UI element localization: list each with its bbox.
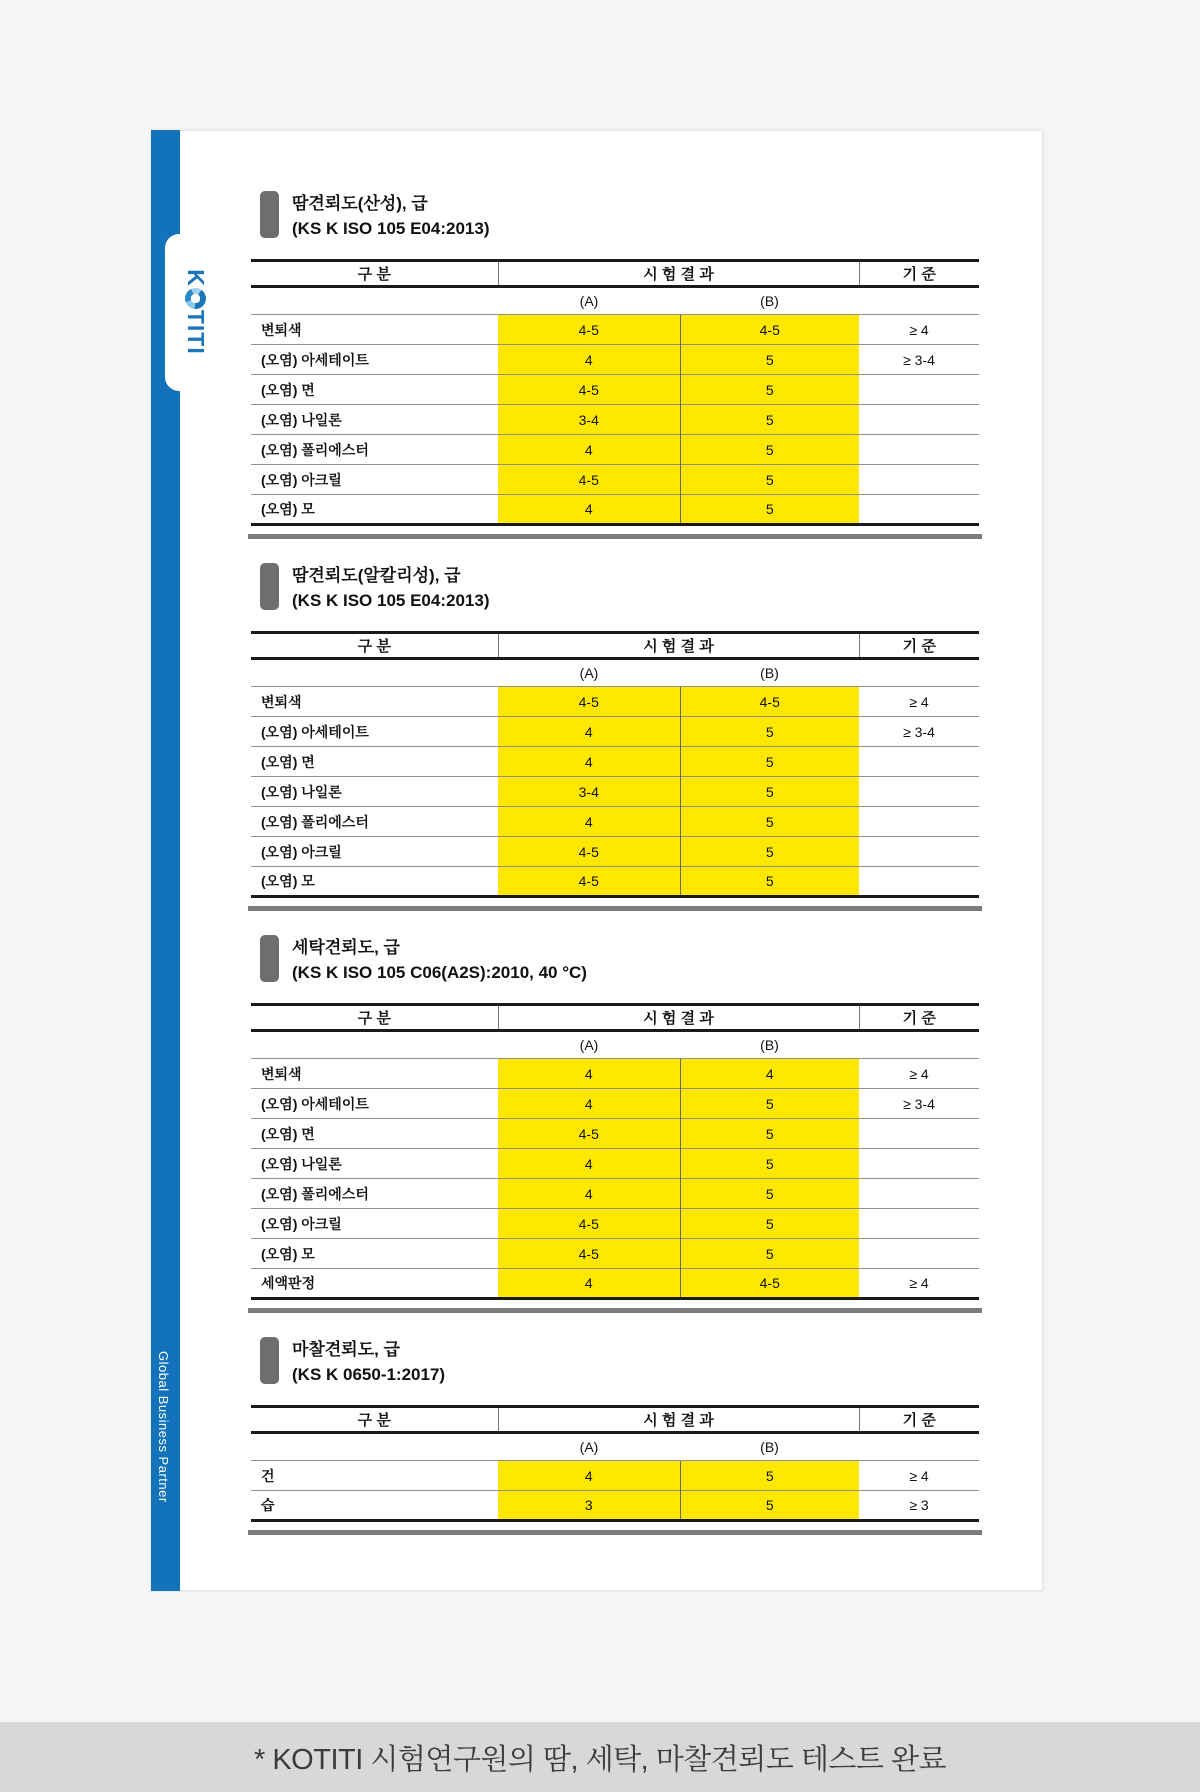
column-header-result: 시 험 결 과 bbox=[498, 1005, 859, 1031]
criteria-cell: ≥ 4 bbox=[859, 687, 979, 717]
subheader-b: (B) bbox=[760, 293, 779, 309]
result-a-cell: 4 bbox=[498, 495, 680, 525]
section-header bbox=[251, 563, 979, 613]
subheader-a: (A) bbox=[579, 1037, 599, 1053]
subheader-spacer bbox=[251, 1433, 498, 1461]
criteria-cell: ≥ 3-4 bbox=[859, 345, 979, 375]
section-titles bbox=[292, 191, 489, 241]
fastness-section bbox=[251, 1337, 979, 1535]
report-page bbox=[151, 130, 1043, 1591]
result-b-cell: 5 bbox=[680, 837, 859, 867]
criteria-cell bbox=[859, 867, 979, 897]
row-label: (오염) 아크릴 bbox=[251, 1209, 498, 1239]
table-row bbox=[251, 405, 979, 435]
subheader-b: (B) bbox=[760, 1439, 779, 1455]
criteria-cell bbox=[859, 1209, 979, 1239]
section-divider bbox=[248, 1308, 982, 1313]
result-a-cell: 4-5 bbox=[498, 837, 680, 867]
result-b-cell: 5 bbox=[680, 807, 859, 837]
section-divider bbox=[248, 906, 982, 911]
section-marker-icon bbox=[260, 563, 279, 610]
table-row bbox=[251, 747, 979, 777]
result-b-cell: 5 bbox=[680, 465, 859, 495]
row-label: (오염) 모 bbox=[251, 495, 498, 525]
section-standard: (KS K ISO 105 E04:2013) bbox=[292, 591, 490, 610]
criteria-cell bbox=[859, 1119, 979, 1149]
section-divider bbox=[248, 534, 982, 539]
row-label: (오염) 폴리에스터 bbox=[251, 807, 498, 837]
table-row bbox=[251, 465, 979, 495]
table-row bbox=[251, 375, 979, 405]
table-row bbox=[251, 807, 979, 837]
result-a-cell: 4 bbox=[498, 435, 680, 465]
section-titles bbox=[292, 563, 489, 613]
result-a-cell: 4 bbox=[498, 747, 680, 777]
subheader-spacer bbox=[251, 1031, 498, 1059]
row-label: (오염) 나일론 bbox=[251, 777, 498, 807]
sidebar-caption: Global Business Partner bbox=[156, 1351, 171, 1503]
result-b-cell: 5 bbox=[680, 1119, 859, 1149]
result-a-cell: 4 bbox=[498, 1089, 680, 1119]
row-label: 세액판정 bbox=[251, 1269, 498, 1299]
table-row bbox=[251, 345, 979, 375]
criteria-cell bbox=[859, 375, 979, 405]
table-row bbox=[251, 687, 979, 717]
criteria-cell bbox=[859, 465, 979, 495]
result-a-cell: 4-5 bbox=[498, 687, 680, 717]
row-label: (오염) 면 bbox=[251, 1119, 498, 1149]
table-row bbox=[251, 867, 979, 897]
table-row bbox=[251, 1491, 979, 1521]
table-subheader-row bbox=[251, 287, 979, 315]
logo-aperture-o-icon bbox=[186, 288, 207, 309]
result-a-cell: 4-5 bbox=[498, 1119, 680, 1149]
criteria-cell bbox=[859, 807, 979, 837]
subheader-spacer bbox=[859, 287, 979, 315]
fastness-section bbox=[251, 935, 979, 1313]
subheader-spacer bbox=[251, 659, 498, 687]
row-label: (오염) 폴리에스터 bbox=[251, 1179, 498, 1209]
table-header-row bbox=[251, 633, 979, 659]
column-header-criteria: 기 준 bbox=[859, 633, 979, 659]
section-title: 세탁견뢰도, 급 bbox=[292, 938, 400, 957]
column-header-category: 구 분 bbox=[251, 261, 498, 287]
result-a-cell: 4 bbox=[498, 1461, 680, 1491]
result-b-cell: 5 bbox=[680, 747, 859, 777]
criteria-cell bbox=[859, 747, 979, 777]
table-row bbox=[251, 1269, 979, 1299]
row-label: (오염) 모 bbox=[251, 867, 498, 897]
criteria-cell bbox=[859, 837, 979, 867]
fastness-section bbox=[251, 191, 979, 539]
result-b-cell: 5 bbox=[680, 1089, 859, 1119]
result-b-cell: 4-5 bbox=[680, 315, 859, 345]
column-header-criteria: 기 준 bbox=[859, 261, 979, 287]
subheader-a: (A) bbox=[579, 1439, 599, 1455]
row-label: (오염) 나일론 bbox=[251, 405, 498, 435]
logo-text-k: K bbox=[183, 269, 210, 287]
table-row bbox=[251, 1209, 979, 1239]
column-header-criteria: 기 준 bbox=[859, 1005, 979, 1031]
result-a-cell: 4 bbox=[498, 1059, 680, 1089]
result-b-cell: 4-5 bbox=[680, 1269, 859, 1299]
section-standard: (KS K ISO 105 E04:2013) bbox=[292, 219, 490, 238]
result-b-cell: 5 bbox=[680, 495, 859, 525]
criteria-cell bbox=[859, 435, 979, 465]
column-header-category: 구 분 bbox=[251, 1407, 498, 1433]
result-b-cell: 4-5 bbox=[680, 687, 859, 717]
result-a-cell: 4-5 bbox=[498, 375, 680, 405]
result-b-cell: 5 bbox=[680, 777, 859, 807]
section-marker-icon bbox=[260, 935, 279, 982]
result-a-cell: 4 bbox=[498, 717, 680, 747]
table-row bbox=[251, 837, 979, 867]
section-titles bbox=[292, 935, 587, 985]
row-label: (오염) 아세테이트 bbox=[251, 345, 498, 375]
table-row bbox=[251, 1179, 979, 1209]
result-a-cell: 4-5 bbox=[498, 315, 680, 345]
result-b-cell: 5 bbox=[680, 435, 859, 465]
result-a-cell: 4-5 bbox=[498, 465, 680, 495]
criteria-cell: ≥ 3 bbox=[859, 1491, 979, 1521]
subheader-spacer bbox=[859, 1433, 979, 1461]
table-header-row bbox=[251, 1407, 979, 1433]
table-row bbox=[251, 1119, 979, 1149]
result-a-cell: 3-4 bbox=[498, 777, 680, 807]
criteria-cell: ≥ 4 bbox=[859, 1461, 979, 1491]
criteria-cell: ≥ 4 bbox=[859, 1059, 979, 1089]
table-row bbox=[251, 777, 979, 807]
section-marker-icon bbox=[260, 1337, 279, 1384]
results-table bbox=[251, 259, 979, 526]
result-b-cell: 5 bbox=[680, 717, 859, 747]
table-row bbox=[251, 315, 979, 345]
result-b-cell: 5 bbox=[680, 345, 859, 375]
result-b-cell: 5 bbox=[680, 1239, 859, 1269]
table-header-row bbox=[251, 261, 979, 287]
section-header bbox=[251, 191, 979, 241]
logo-text-titi: TITI bbox=[183, 309, 210, 355]
subheader-spacer bbox=[859, 1031, 979, 1059]
result-b-cell: 5 bbox=[680, 1491, 859, 1521]
row-label: 변퇴색 bbox=[251, 687, 498, 717]
row-label: (오염) 면 bbox=[251, 375, 498, 405]
row-label: (오염) 폴리에스터 bbox=[251, 435, 498, 465]
result-a-cell: 4 bbox=[498, 1179, 680, 1209]
results-table bbox=[251, 631, 979, 898]
result-a-cell: 4 bbox=[498, 345, 680, 375]
row-label: 건 bbox=[251, 1461, 498, 1491]
table-row bbox=[251, 435, 979, 465]
table-row bbox=[251, 1461, 979, 1491]
row-label: (오염) 아세테이트 bbox=[251, 717, 498, 747]
row-label: (오염) 나일론 bbox=[251, 1149, 498, 1179]
criteria-cell bbox=[859, 405, 979, 435]
section-title: 마찰견뢰도, 급 bbox=[292, 1340, 400, 1359]
row-label: 변퇴색 bbox=[251, 315, 498, 345]
criteria-cell: ≥ 4 bbox=[859, 315, 979, 345]
result-b-cell: 5 bbox=[680, 375, 859, 405]
criteria-cell: ≥ 3-4 bbox=[859, 717, 979, 747]
footer-band bbox=[0, 1722, 1200, 1792]
section-titles bbox=[292, 1337, 445, 1387]
result-b-cell: 5 bbox=[680, 1179, 859, 1209]
subheader-b: (B) bbox=[760, 1037, 779, 1053]
row-label: (오염) 면 bbox=[251, 747, 498, 777]
section-divider bbox=[248, 1530, 982, 1535]
criteria-cell bbox=[859, 1239, 979, 1269]
criteria-cell bbox=[859, 495, 979, 525]
table-subheader-row bbox=[251, 1031, 979, 1059]
result-a-cell: 4-5 bbox=[498, 1239, 680, 1269]
section-standard: (KS K 0650-1:2017) bbox=[292, 1365, 446, 1384]
result-b-cell: 5 bbox=[680, 867, 859, 897]
results-table bbox=[251, 1405, 979, 1522]
result-b-cell: 5 bbox=[680, 1149, 859, 1179]
result-a-cell: 4 bbox=[498, 1149, 680, 1179]
section-header bbox=[251, 935, 979, 985]
row-label: 변퇴색 bbox=[251, 1059, 498, 1089]
footer-note: * KOTITI 시험연구원의 땀, 세탁, 마찰견뢰도 테스트 완료 bbox=[253, 1743, 946, 1776]
table-subheader-row bbox=[251, 1433, 979, 1461]
section-title: 땀견뢰도(알칼리성), 급 bbox=[292, 566, 461, 585]
column-header-result: 시 험 결 과 bbox=[498, 633, 859, 659]
result-a-cell: 3-4 bbox=[498, 405, 680, 435]
criteria-cell bbox=[859, 777, 979, 807]
row-label: (오염) 아크릴 bbox=[251, 465, 498, 495]
table-row bbox=[251, 717, 979, 747]
table-header-row bbox=[251, 1005, 979, 1031]
section-marker-icon bbox=[260, 191, 279, 238]
subheader-a: (A) bbox=[579, 293, 599, 309]
row-label: 습 bbox=[251, 1491, 498, 1521]
table-subheader-row bbox=[251, 659, 979, 687]
result-b-cell: 5 bbox=[680, 405, 859, 435]
column-header-result: 시 험 결 과 bbox=[498, 1407, 859, 1433]
table-row bbox=[251, 1149, 979, 1179]
result-a-cell: 4-5 bbox=[498, 867, 680, 897]
criteria-cell: ≥ 4 bbox=[859, 1269, 979, 1299]
result-b-cell: 4 bbox=[680, 1059, 859, 1089]
section-title: 땀견뢰도(산성), 급 bbox=[292, 194, 428, 213]
table-row bbox=[251, 1089, 979, 1119]
table-row bbox=[251, 495, 979, 525]
report-content bbox=[251, 131, 979, 1535]
kotiti-logo bbox=[183, 247, 209, 377]
row-label: (오염) 아세테이트 bbox=[251, 1089, 498, 1119]
subheader-spacer bbox=[859, 659, 979, 687]
section-standard: (KS K ISO 105 C06(A2S):2010, 40 °C) bbox=[292, 963, 587, 982]
criteria-cell bbox=[859, 1179, 979, 1209]
fastness-section bbox=[251, 563, 979, 911]
result-a-cell: 4-5 bbox=[498, 1209, 680, 1239]
results-table bbox=[251, 1003, 979, 1300]
column-header-category: 구 분 bbox=[251, 1005, 498, 1031]
row-label: (오염) 아크릴 bbox=[251, 837, 498, 867]
section-header bbox=[251, 1337, 979, 1387]
result-a-cell: 4 bbox=[498, 1269, 680, 1299]
result-a-cell: 3 bbox=[498, 1491, 680, 1521]
result-b-cell: 5 bbox=[680, 1209, 859, 1239]
column-header-criteria: 기 준 bbox=[859, 1407, 979, 1433]
table-row bbox=[251, 1239, 979, 1269]
column-header-category: 구 분 bbox=[251, 633, 498, 659]
row-label: (오염) 모 bbox=[251, 1239, 498, 1269]
result-b-cell: 5 bbox=[680, 1461, 859, 1491]
column-header-result: 시 험 결 과 bbox=[498, 261, 859, 287]
result-a-cell: 4 bbox=[498, 807, 680, 837]
subheader-spacer bbox=[251, 287, 498, 315]
subheader-a: (A) bbox=[579, 665, 599, 681]
criteria-cell: ≥ 3-4 bbox=[859, 1089, 979, 1119]
criteria-cell bbox=[859, 1149, 979, 1179]
subheader-b: (B) bbox=[760, 665, 779, 681]
table-row bbox=[251, 1059, 979, 1089]
